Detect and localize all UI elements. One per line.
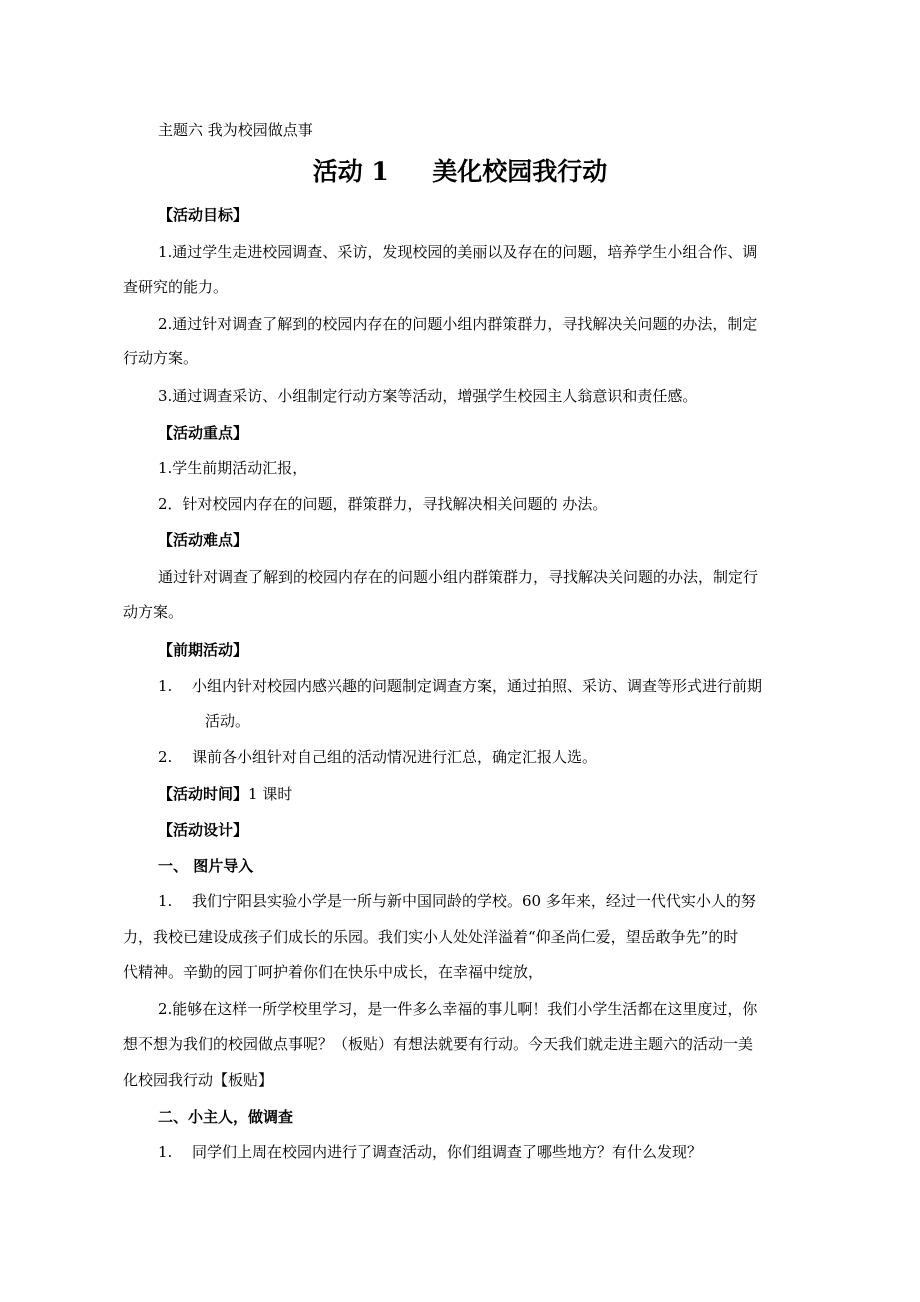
preliminary-item-1-text: 小组内针对校园内感兴趣的问题制定调查方案，通过拍照、采访、调查等形式进行前期 bbox=[192, 677, 763, 695]
activity-time bbox=[158, 784, 292, 804]
page-title: 活动 1 美化校园我行动 bbox=[312, 157, 608, 186]
list-number: 1. bbox=[158, 1143, 173, 1161]
section-1-item-1-line-3: 代精神。辛勤的园丁呵护着你们在快乐中成长，在幸福中绽放， bbox=[123, 963, 544, 981]
preliminary-item-2 bbox=[158, 747, 597, 767]
list-number: 1. bbox=[158, 677, 173, 695]
time-heading: 【活动时间】 bbox=[158, 785, 249, 803]
preliminary-item-1-line-2: 活动。 bbox=[205, 712, 251, 730]
section-1-item-1-text: 我们宁阳县实验小学是一所与新中国同龄的学校。60 多年来，经过一代代实小人的努 bbox=[192, 892, 756, 910]
key-point-1: 1.学生前期活动汇报， bbox=[158, 459, 308, 477]
section-1-item-2-line-1: 2.能够在这样一所学校里学习，是一件多么幸福的事儿啊！我们小学生活都在这里度过，你 bbox=[158, 1000, 758, 1018]
difficulties-heading: 【活动难点】 bbox=[158, 531, 249, 549]
design-heading: 【活动设计】 bbox=[158, 821, 249, 839]
list-number: 2. bbox=[158, 748, 173, 766]
section-1-item-1-line-2: 力，我校已建设成孩子们成长的乐园。我们实小人处处洋溢着“仰圣尚仁爱，望岳敢争先”的时 bbox=[123, 928, 739, 946]
preliminary-item-2-text: 课前各小组针对自己组的活动情况进行汇总，确定汇报人选。 bbox=[192, 748, 598, 766]
objective-3: 3.通过调查采访、小组制定行动方案等活动，增强学生校园主人翁意识和责任感。 bbox=[158, 387, 698, 405]
objective-2-line-1: 2.通过针对调查了解到的校园内存在的问题小组内群策群力，寻找解决关问题的办法，制定 bbox=[158, 315, 758, 333]
difficulty-line-2: 动方案。 bbox=[123, 603, 184, 621]
objective-1-line-2: 查研究的能力。 bbox=[123, 278, 229, 296]
section-2-item-1 bbox=[158, 1142, 702, 1162]
preliminary-heading: 【前期活动】 bbox=[158, 641, 249, 659]
theme-label: 主题六 我为校园做点事 bbox=[158, 121, 313, 139]
section-2-title: 二、小主人，做调查 bbox=[158, 1108, 294, 1126]
objectives-heading: 【活动目标】 bbox=[158, 206, 249, 224]
section-1-item-1 bbox=[158, 891, 756, 911]
key-point-2: 2．针对校园内存在的问题，群策群力，寻找解决相关问题的 办法。 bbox=[158, 495, 608, 513]
section-2-item-1-text: 同学们上周在校园内进行了调查活动，你们组调查了哪些地方？有什么发现？ bbox=[192, 1143, 703, 1161]
time-value: 1 课时 bbox=[248, 785, 293, 803]
key-points-heading: 【活动重点】 bbox=[158, 424, 249, 442]
objective-2-line-2: 行动方案。 bbox=[123, 349, 199, 367]
preliminary-item-1 bbox=[158, 676, 762, 696]
difficulty-line-1: 通过针对调查了解到的校园内存在的问题小组内群策群力，寻找解决关问题的办法，制定行 bbox=[158, 568, 759, 586]
section-1-item-2-line-3: 化校园我行动【板贴】 bbox=[123, 1071, 274, 1089]
section-1-item-2-line-2: 想不想为我们的校园做点事呢？（板贴）有想法就要有行动。今天我们就走进主题六的活动一美 bbox=[123, 1035, 754, 1053]
list-number: 1. bbox=[158, 892, 173, 910]
section-1-title: 一、 图片导入 bbox=[158, 857, 254, 875]
objective-1-line-1: 1.通过学生走进校园调查、采访，发现校园的美丽以及存在的问题，培养学生小组合作、调 bbox=[158, 243, 758, 261]
